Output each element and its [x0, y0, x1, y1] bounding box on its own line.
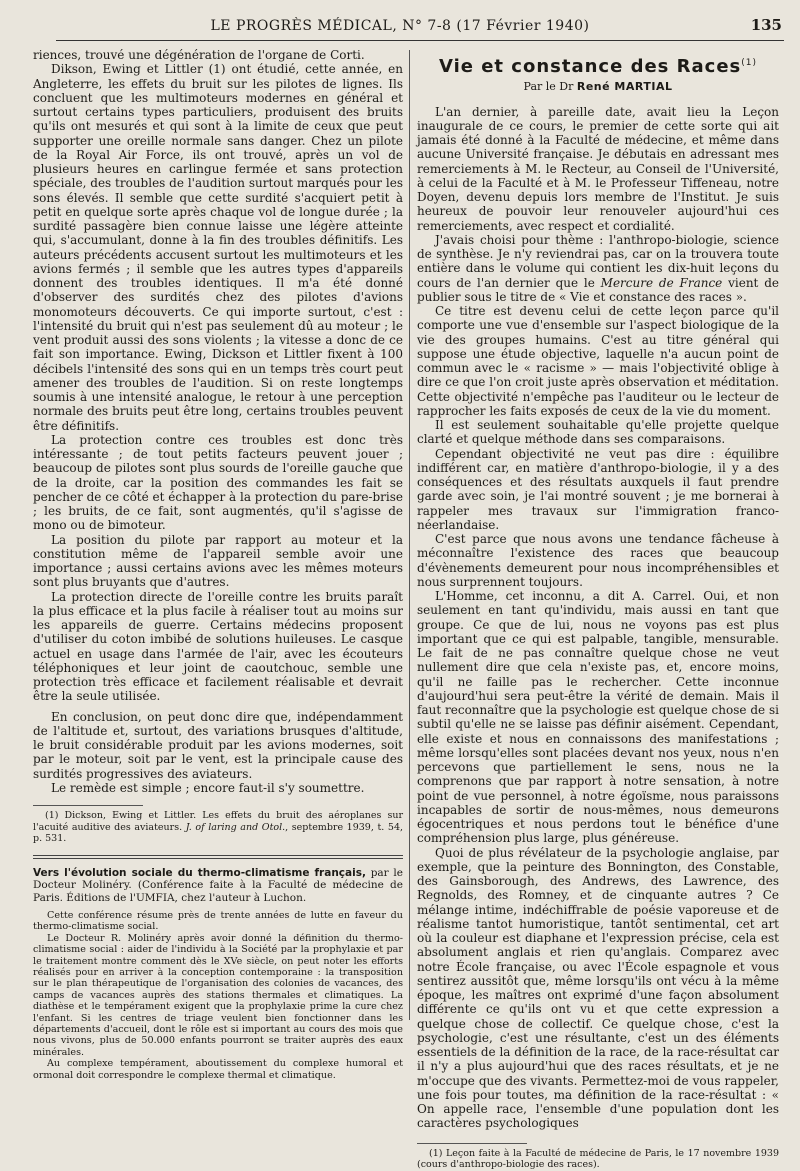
left-column [33, 48, 403, 1081]
footnote-journal: J. of laring and Otol. [185, 821, 286, 833]
article-title [417, 56, 779, 77]
paragraph: La protection contre ces troubles est donc très intéressante ; de tout petits facteurs peuvent jouer ; beaucoup de pilotes sont plus sourds de l'oreille gauche que de la droite, car la position des commandes les fait se pencher de ce côté et échapper à la protection du pare-brise ; les bruits, de ce fait, sont augmentés, qu'il s'agisse de mono ou de bimoteur. [33, 432, 403, 533]
paragraph-text: J'avais choisi pour thème : l'anthropo-biologie, science de synthèse. Je n'y reviendrai pas, car on la trouvera toute entière dans le volume qui contient les dix-huit leçons du cours de l'an dernier que le [417, 232, 779, 290]
paragraph: Ce titre est devenu celui de cette leçon parce qu'il comporte une vue d'ensemble sur l'aspect biologique de la vie des groupes humains. C'est au titre général qui suppose une étude objective, laquelle n'a aucun point de commun avec le « racisme » — mais l'objectivité oblige à dire ce que l'on croit juste après observation et méditation. Cette objectivité n'empêche pas l'auditeur ou le lecteur de rapprocher les faits exposés de ceux de la vie du moment. [417, 304, 779, 418]
column-divider [409, 50, 410, 1020]
journal-name: Mercure de France [600, 275, 723, 290]
page-number: 135 [750, 16, 782, 34]
paragraph: L'an dernier, à pareille date, avait lieu la Leçon inaugurale de ce cours, le premier de cette sorte qui ait jamais été donné à la Faculté de médecine, et même dans aucune Université française. Je débutais en adressant mes remerciements à M. le Recteur, au Conseil de l'Université, à celui de la Faculté et à M. le Professeur Tiffeneau, notre Doyen, devenu depuis lors membre de l'Institut. Je suis heureux de pouvoir leur renouveler aujourd'hui ces remerciements, avec respect et cordialité. [417, 104, 779, 233]
review-meta: par le Docteur Molinéry. (Conférence faite à la Faculté de médecine de Paris. Éditions de l'UMFIA, chez l'auteur à Luchon. [33, 866, 403, 904]
paragraph: La position du pilote par rapport au moteur et la constitution même de l'appareil semble avoir une importance ; aussi certains avions avec les mêmes moteurs sont plus bruyants que d'autres. [33, 532, 403, 590]
footnote-text: (1) Dickson, Ewing et Littler. Les effets du bruit des aéroplanes sur l'acuité auditive des aviateurs. [33, 810, 403, 833]
paragraph: Il est seulement souhaitable qu'elle projette quelque clarté et quelque méthode dans ses comparaisons. [417, 418, 779, 447]
paragraph: Cependant objectivité ne veut pas dire : équilibre indifférent car, en matière d'anthropo-biologie, il y a des conséquences et des résultats auxquels il faut prendre garde avec soin, je l'ai montré souvent ; je me bornerai à rappeler mes travaux sur l'immigration franco-néerlandaise. [417, 446, 779, 532]
footnote-text-end: , septembre 1939, t. 54, p. 531. [33, 821, 404, 844]
running-title: LE PROGRÈS MÉDICAL, N° 7-8 (17 Février 1940) [210, 18, 590, 34]
right-column [417, 48, 779, 1171]
paragraph: Le remède est simple ; encore faut-il s'y soumettre. [51, 780, 365, 795]
title-footnote-mark: (1) [741, 58, 758, 68]
paragraph: Dikson, Ewing et Littler (1) ont étudié, cette année, en Angleterre, les effets du bruit sur les pilotes de lignes. Ils concluent que les multimoteurs modernes en général et surtout certains types particuliers, produisent des bruits qu'ils ont mesurés et qui sont à la limite de ceux que peut supporter une oreille normale sans danger. Chez un pilote de la Royal Air Force, ils ont trouvé, après un vol de plusieurs heures en carlingue fermée et sans protection spéciale, des troubles de l'audition surtout marqués pour les sons élevés. Il semble que cette surdité s'acquiert petit à petit en quelque sorte après chaque vol de longue durée ; la surdité passagère bien connue laisse une légère atteinte qui, s'accumulant, donne à la fin des troubles définitifs. Les auteurs précédents accusent surtout les multimoteurs et les avions fermés ; il semble que les autres types d'appareils donnent des troubles identiques. Il m'a été donné d'observer des surdités chez des pilotes d'avions monomoteurs découverts. Ce qui importe surtout, c'est : l'intensité du bruit qui n'est pas seulement dû au moteur ; le vent produit aussi des sons violents ; la vitesse a donc de ce fait son importance. Ewing, Dickson et Littler fixent à 100 décibels l'intensité des sons qui en un temps très court peut amener des troubles de l'audition. Si on reste longtemps soumis à une intensité analogue, le retour à une perception normale des bruits peut être long, certains troubles peuvent être définitifs. [33, 62, 403, 433]
paragraph: riences, trouvé une dégénération de l'organe de Corti. [33, 48, 365, 62]
review-paragraph: Au complexe tempérament, aboutissement du complexe humoral et ormonal doit correspondre le complexe thermal et climatique. [33, 1058, 403, 1081]
footnote-rule [33, 805, 143, 806]
paragraph [417, 233, 779, 304]
footnote-rule [417, 1143, 527, 1144]
running-header [56, 14, 784, 41]
footnote: (1) Leçon faite à la Faculté de médecine de Paris, le 17 novembre 1939 (cours d'anthropo-biologie des races). [417, 1147, 779, 1170]
paragraph: Quoi de plus révélateur de la psychologie anglaise, par exemple, que la peinture des Bonnington, des Constable, des Gainsborough, des Andrews, des Lawrence, des Regnolds, des Romney, et de cinquante autres ? Ce mélange intime, indéchiffrable de poésie vaporeuse et de réalisme tantot humoristique, tantôt sentimental, cet art où la couleur est diaphane et l'expression précise, cela est absolument anglais et rien qu'anglais. Comparez avec notre École française, ou avec l'École espagnole et vous sentirez aussitôt que, même lorsqu'ils ont vécu à la même époque, les maîtres ont exprimé d'une façon absolument différente ce qu'ils ont vu et que cette expression a quelque chose de collectif. Ce quelque chose, c'est la psychologie, c'est une résultante, c'est un des éléments essentiels de la définition de la race, de la race-résultat car il n'y a plus aujourd'hui que des races résultats, et je ne m'occupe que des vivants. Permettez-moi de vous rappeler, une fois pour toutes, ma définition de la race-résultat : « On appelle race, l'ensemble d'une population dont les caractères psychologiques [417, 845, 779, 1131]
paragraph: La protection directe de l'oreille contre les bruits paraît la plus efficace et la plus facile à réaliser tout au moins sur les appareils de guerre. Certains médecins proposent d'utiliser du coton imbibé de solutions huileuses. Le casque actuel en usage dans l'armée de l'air, avec les écouteurs téléphoniques et leur joint de caoutchouc, semble une protection très efficace et facilement réalisable et devrait être la seule utilisée. [33, 589, 403, 704]
review-paragraph: Cette conférence résume près de trente années de lutte en faveur du thermo-climatisme social. [33, 910, 403, 933]
review-body [33, 910, 403, 1081]
paragraph: En conclusion, on peut donc dire que, indépendamment de l'altitude et, surtout, des variations brusques d'altitude, le bruit considérable produit par les avions modernes, soit par le moteur, soit par le vent, est la principale cause des surdités progressives des aviateurs. [33, 709, 403, 781]
paragraph: C'est parce que nous avons une tendance fâcheuse à méconnaître l'existence des races que beaucoup d'évènements demeurent pour nous incompréhensibles et nous surprennent toujours. [417, 532, 779, 589]
author-name: René MARTIAL [576, 80, 673, 94]
author-prefix: Par le Dr [523, 80, 574, 94]
article-author [417, 80, 779, 94]
paragraph: L'Homme, cet inconnu, a dit A. Carrel. Oui, et non seulement en tant qu'individu, mais aussi en tant que groupe. Ce que de lui, nous ne voyons pas est plus important que ce qui est palpable, tangible, mensurable. Le fait de ne pas connaître quelque chose ne veut nullement dire que cela n'existe pas, et, encore moins, qu'il ne faille pas le rechercher. Cette inconnue d'aujourd'hui sera peut-être la vérité de demain. Mais il faut reconnaître que la psychologie est quelque chose de si subtil qu'elle ne se laisse pas définir aisément. Cependant, elle existe et nous en connaissons des manifestations ; même lorsqu'elles sont placées devant nos yeux, nous n'en percevons que partiellement le sens, nous ne la comprenons que par rapport à notre sensation, à notre point de vue personnel, à notre égoïsme, nous paraissons incapables de sortir de nous-mêmes, nous demeurons égocentriques et nous perdons tout le bénéfice d'une compréhension plus large, plus généreuse. [417, 589, 779, 846]
review-paragraph: Le Docteur R. Molinéry après avoir donné la définition du thermo-climatisme social : aider de l'individu à la Société par la prophylaxie et par le traitement montre comment dès le XVe siècle, on peut noter les efforts réalisés pour en arriver à la conception contemporaine : la transposition sur le plan thérapeutique de l'organisation des colonies de vacances, des camps de vacances auprès des stations thermales et climatiques. La diathèse et le tempérament exigent que la prophylaxie prime la cure chez l'enfant. Si les centres de triage veulent bien fonctionner dans les départements d'accueil, dont le rôle est si important au cours des mois que nous vivons, plus de 50.000 enfants pourront se traiter auprès des eaux minérales. [33, 932, 403, 1058]
footnote [33, 810, 403, 845]
review-heading [33, 867, 403, 905]
review-title: Vers l'évolution sociale du thermo-climatisme français, [33, 866, 366, 879]
paragraph-text: vient de publier sous le titre de « Vie et constance des races ». [417, 275, 779, 304]
section-separator [33, 855, 403, 859]
article-title-text: Vie et constance des Races [438, 56, 742, 77]
